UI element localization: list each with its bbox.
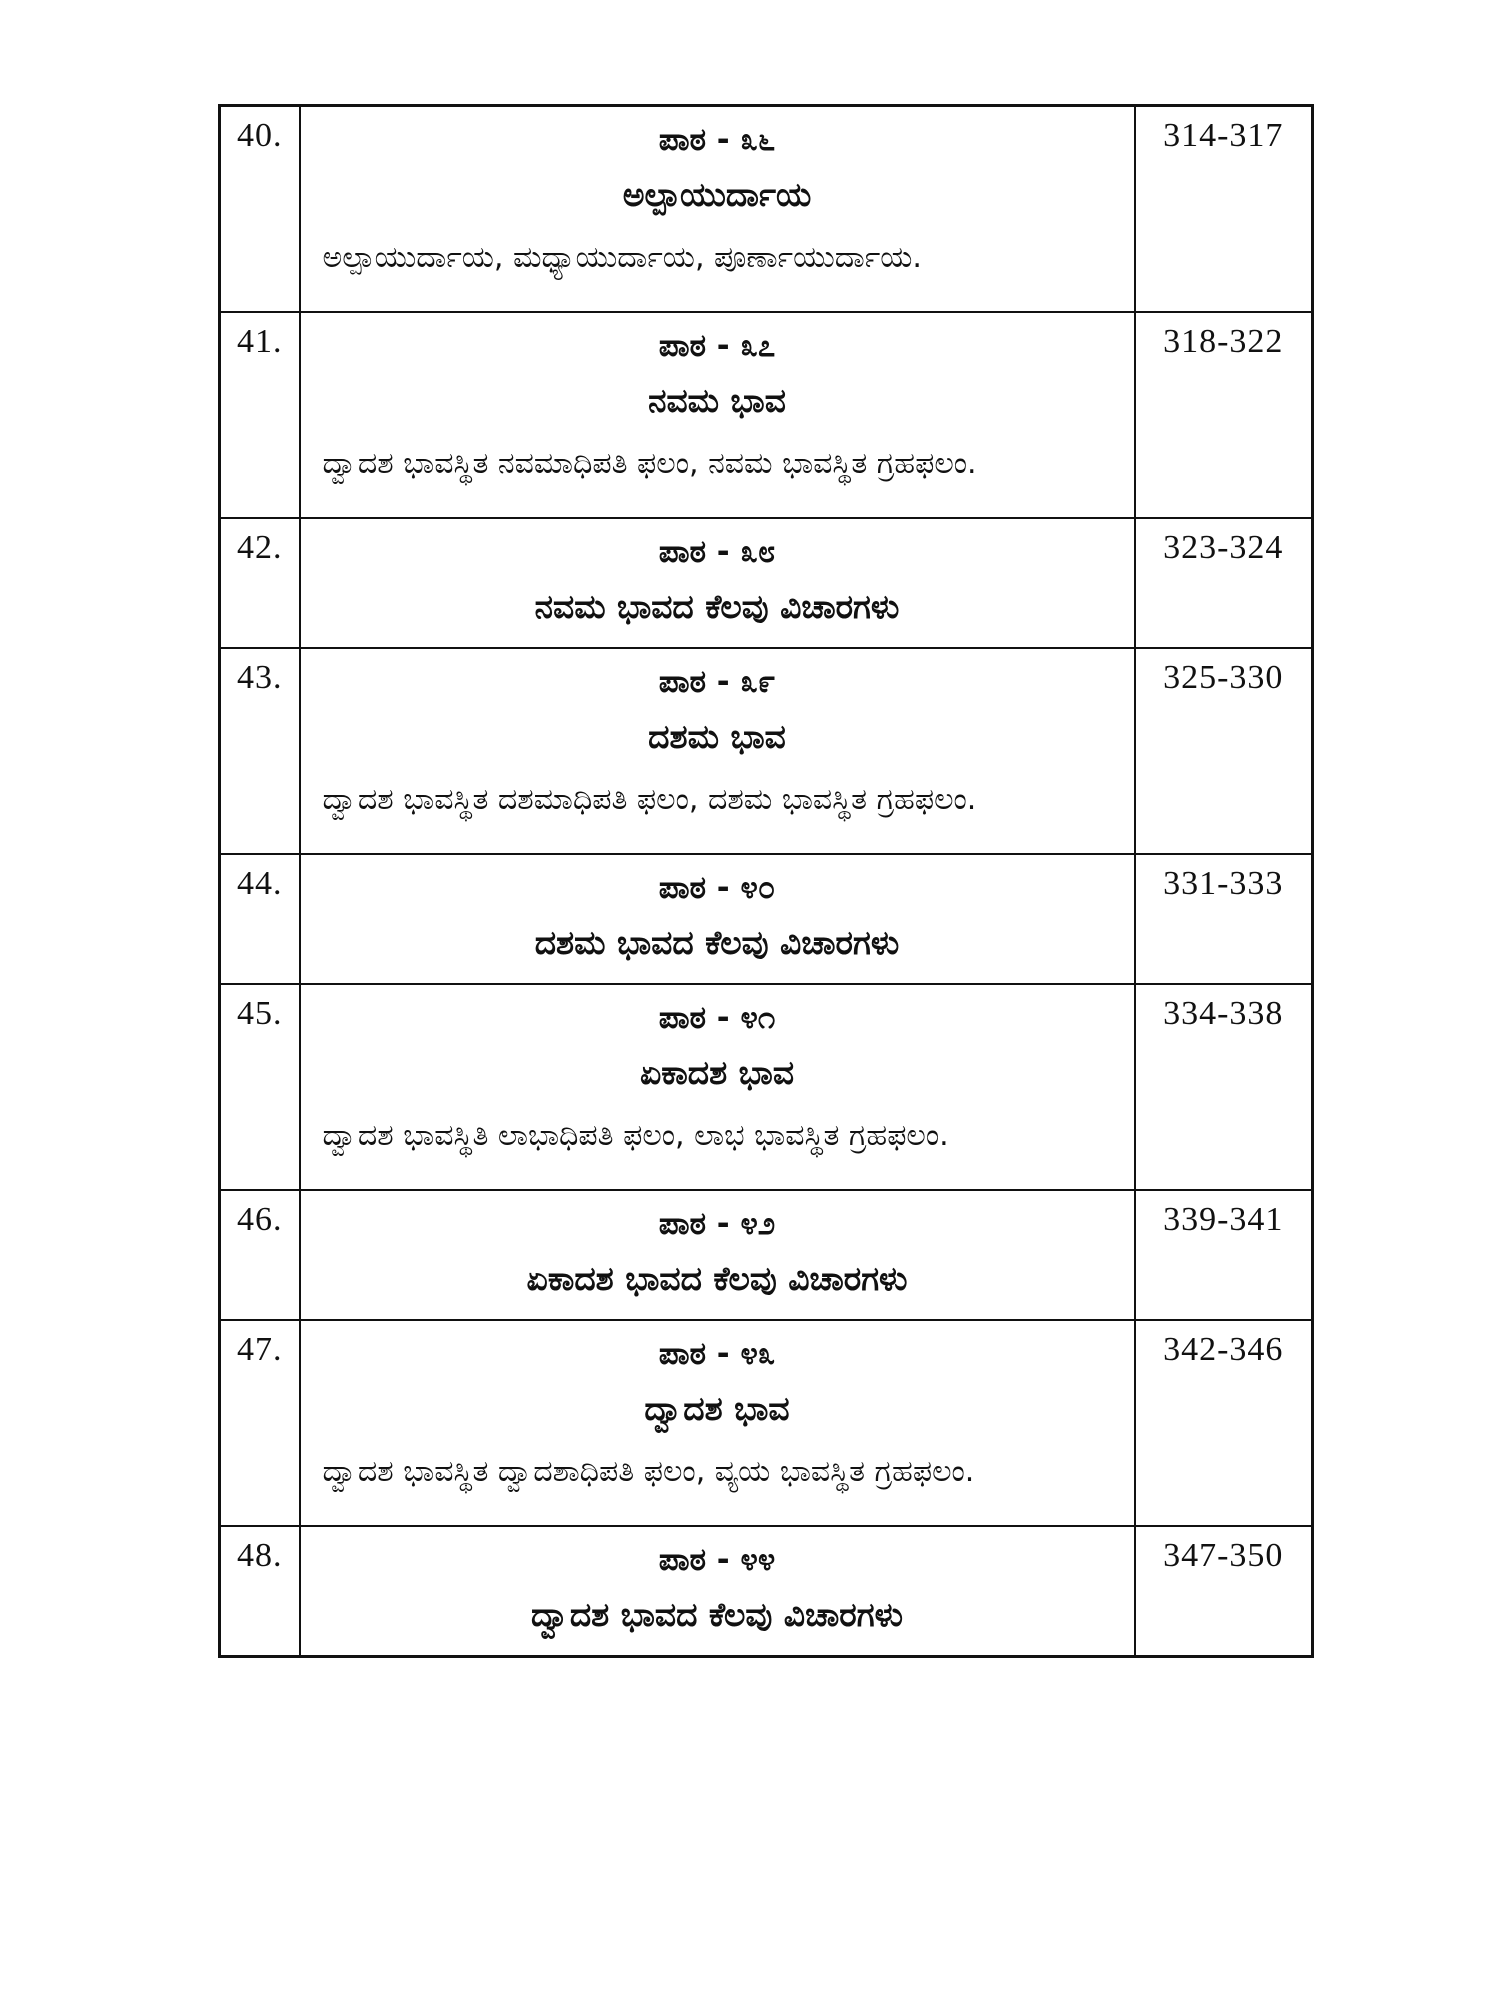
lesson-label: ಪಾಠ - ೪೨ <box>658 1205 776 1242</box>
chapter-number: 44. <box>220 854 300 984</box>
page-range: 342-346 <box>1135 1320 1313 1526</box>
table-of-contents <box>218 104 1314 1658</box>
toc-row <box>220 518 1313 648</box>
chapter-content <box>300 854 1135 984</box>
page-range: 339-341 <box>1135 1190 1313 1320</box>
chapter-description: ದ್ವಾದಶ ಭಾವಸ್ಥಿತ ನವಮಾಧಿಪತಿ ಫಲಂ, ನವಮ ಭಾವಸ್ಥಿತ ಗ್ರಹಫಲಂ. <box>322 445 977 481</box>
page-range: 323-324 <box>1135 518 1313 648</box>
page-range: 314-317 <box>1135 106 1313 312</box>
chapter-title: ಏಕಾದಶ ಭಾವದ ಕೆಲವು ವಿಚಾರಗಳು <box>526 1258 908 1298</box>
lesson-label: ಪಾಠ - ೪೩ <box>658 1335 776 1372</box>
chapter-content <box>300 106 1135 312</box>
lesson-label: ಪಾಠ - ೩೮ <box>658 533 776 570</box>
toc-row <box>220 854 1313 984</box>
chapter-description: ದ್ವಾದಶ ಭಾವಸ್ಥಿತ ದ್ವಾದಶಾಧಿಪತಿ ಫಲಂ, ವ್ಯಯ ಭಾವಸ್ಥಿತ ಗ್ರಹಫಲಂ. <box>322 1453 975 1489</box>
lesson-label: ಪಾಠ - ೪೧ <box>658 999 776 1036</box>
chapter-number: 41. <box>220 312 300 518</box>
chapter-number: 40. <box>220 106 300 312</box>
lesson-label: ಪಾಠ - ೩೭ <box>658 327 776 364</box>
chapter-content <box>300 648 1135 854</box>
chapter-description: ದ್ವಾದಶ ಭಾವಸ್ಥಿತಿ ಲಾಭಾಧಿಪತಿ ಫಲಂ, ಲಾಭ ಭಾವಸ್ಥಿತ ಗ್ರಹಫಲಂ. <box>322 1117 949 1153</box>
chapter-content <box>300 1190 1135 1320</box>
page-range: 318-322 <box>1135 312 1313 518</box>
lesson-label: ಪಾಠ - ೩೬ <box>658 122 776 158</box>
page-range: 331-333 <box>1135 854 1313 984</box>
toc-body <box>220 106 1313 1657</box>
chapter-content <box>300 312 1135 518</box>
chapter-title: ದ್ವಾದಶ ಭಾವ <box>644 1388 790 1428</box>
chapter-number: 42. <box>220 518 300 648</box>
chapter-number: 46. <box>220 1190 300 1320</box>
chapter-number: 47. <box>220 1320 300 1526</box>
chapter-title: ದಶಮ ಭಾವದ ಕೆಲವು ವಿಚಾರಗಳು <box>534 922 900 962</box>
chapter-number: 45. <box>220 984 300 1190</box>
chapter-number: 48. <box>220 1526 300 1657</box>
chapter-content <box>300 1526 1135 1657</box>
chapter-title: ದ್ವಾದಶ ಭಾವದ ಕೆಲವು ವಿಚಾರಗಳು <box>530 1594 904 1634</box>
lesson-label: ಪಾಠ - ೪೪ <box>658 1541 776 1578</box>
chapter-content <box>300 518 1135 648</box>
toc-row <box>220 1320 1313 1526</box>
chapter-title: ನವಮ ಭಾವ <box>648 380 786 420</box>
chapter-title: ಏಕಾದಶ ಭಾವ <box>639 1052 795 1092</box>
toc-row <box>220 1526 1313 1657</box>
toc-row <box>220 1190 1313 1320</box>
page-range: 347-350 <box>1135 1526 1313 1657</box>
chapter-content <box>300 1320 1135 1526</box>
chapter-title: ದಶಮ ಭಾವ <box>648 716 786 756</box>
chapter-description: ದ್ವಾದಶ ಭಾವಸ್ಥಿತ ದಶಮಾಧಿಪತಿ ಫಲಂ, ದಶಮ ಭಾವಸ್ಥಿತ ಗ್ರಹಫಲಂ. <box>322 781 977 817</box>
chapter-title: ನವಮ ಭಾವದ ಕೆಲವು ವಿಚಾರಗಳು <box>534 586 900 626</box>
page-range: 325-330 <box>1135 648 1313 854</box>
chapter-number: 43. <box>220 648 300 854</box>
toc-row <box>220 984 1313 1190</box>
page-range: 334-338 <box>1135 984 1313 1190</box>
lesson-label: ಪಾಠ - ೩೯ <box>658 663 776 700</box>
lesson-label: ಪಾಠ - ೪೦ <box>658 869 776 906</box>
chapter-content <box>300 984 1135 1190</box>
chapter-title: ಅಲ್ಪಾಯುರ್ದಾಯ <box>622 175 812 214</box>
chapter-description: ಅಲ್ಪಾಯುರ್ದಾಯ, ಮಧ್ಯಾಯುರ್ದಾಯ, ಪೂರ್ಣಾಯುರ್ದಾಯ. <box>322 240 922 275</box>
toc-row <box>220 312 1313 518</box>
toc-row <box>220 648 1313 854</box>
toc-row <box>220 106 1313 312</box>
